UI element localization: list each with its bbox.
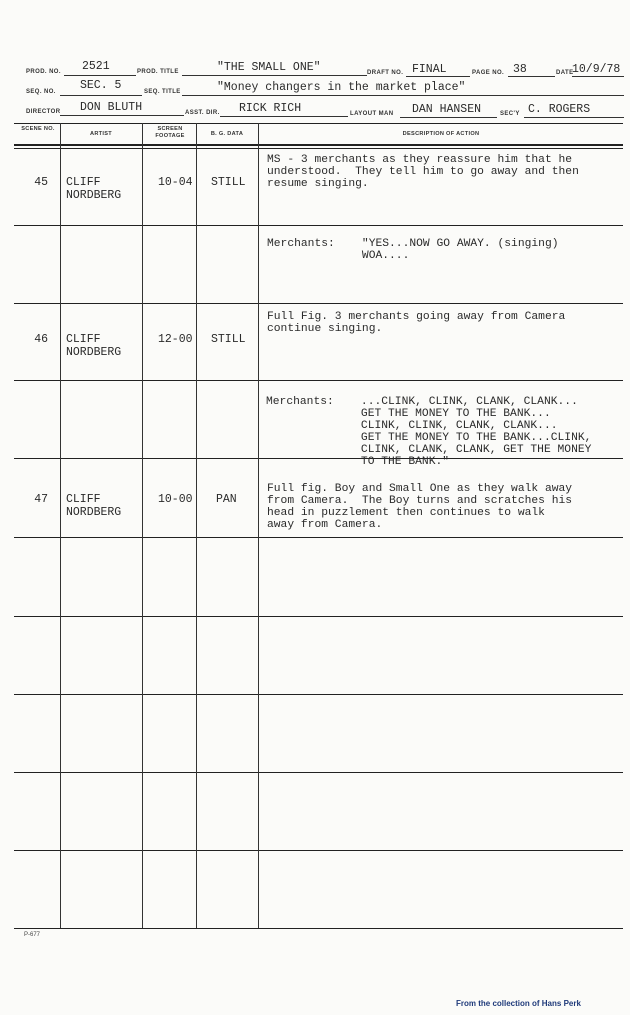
description-text: MS - 3 merchants as they reassure him that he understood. They tell him to go away and then resume singing. [267, 154, 579, 190]
artist-name: CLIFF NORDBERG [66, 176, 122, 202]
col-bg-data: B. G. DATA [210, 131, 244, 137]
artist-name: CLIFF NORDBERG [66, 493, 122, 519]
director-label: DIRECTOR [26, 109, 61, 115]
description-text: Full fig. Boy and Small One as they walk away from Camera. The Boy turns and scratches his head in puzzlement then continues to walk away from Camera. [267, 483, 573, 531]
col-scene-no: SCENE NO. [21, 126, 55, 132]
date-label: DATE [556, 70, 574, 76]
draft-no-label: DRAFT NO. [367, 70, 404, 76]
screen-footage: 10-00 [158, 493, 193, 506]
bg-data: STILL [211, 333, 246, 346]
scene-no: 47 [34, 493, 48, 506]
seq-no-label: SEQ. NO. [26, 89, 56, 95]
draft-no-value: FINAL [412, 63, 447, 76]
collection-credit: From the collection of Hans Perk [456, 999, 581, 1008]
date-value: 10/9/78 [572, 63, 621, 76]
screen-footage: 12-00 [158, 333, 193, 346]
form-number: P-677 [24, 932, 41, 938]
asst-dir-label: ASST. DIR. [185, 110, 220, 116]
layout-man-label: LAYOUT MAN [350, 111, 394, 117]
screen-footage: 10-04 [158, 176, 193, 189]
seq-no-value: SEC. 5 [80, 79, 122, 92]
prod-title-label: PROD. TITLE [137, 69, 179, 75]
description-text: Merchants: "YES...NOW GO AWAY. (singing) WOA.... [267, 238, 559, 262]
secy-label: SEC'Y [500, 111, 520, 117]
prod-title-value: "THE SMALL ONE" [217, 61, 321, 74]
page-no-value: 38 [513, 63, 527, 76]
seq-title-value: "Money changers in the market place" [217, 81, 466, 94]
secy-value: C. ROGERS [528, 103, 591, 116]
prod-no-value: 2521 [82, 60, 110, 73]
scene-no: 46 [34, 333, 48, 346]
description-text: Full Fig. 3 merchants going away from Camera continue singing. [267, 311, 566, 335]
director-value: DON BLUTH [80, 101, 143, 114]
layout-man-value: DAN HANSEN [412, 103, 482, 116]
artist-name: CLIFF NORDBERG [66, 333, 122, 359]
scene-no: 45 [34, 176, 48, 189]
bg-data: PAN [216, 493, 237, 506]
col-artist: ARTIST [90, 131, 112, 137]
seq-title-label: SEQ. TITLE [144, 89, 181, 95]
col-description: DESCRIPTION OF ACTION [402, 131, 480, 137]
page-no-label: PAGE NO. [472, 70, 505, 76]
asst-dir-value: RICK RICH [239, 102, 302, 115]
prod-no-label: PROD. NO. [26, 69, 61, 75]
description-text: Merchants: ...CLINK, CLINK, CLANK, CLANK... GET THE MONEY TO THE BANK... CLINK, CLINK, CLANK, CLANK... GET THE MONEY TO THE BANK...CLINK, CLINK, CLANK, CLANK, GET THE MONEY TO THE BANK." [266, 396, 592, 468]
bg-data: STILL [211, 176, 246, 189]
col-screen-footage: SCREEN FOOTAGE [155, 126, 185, 139]
